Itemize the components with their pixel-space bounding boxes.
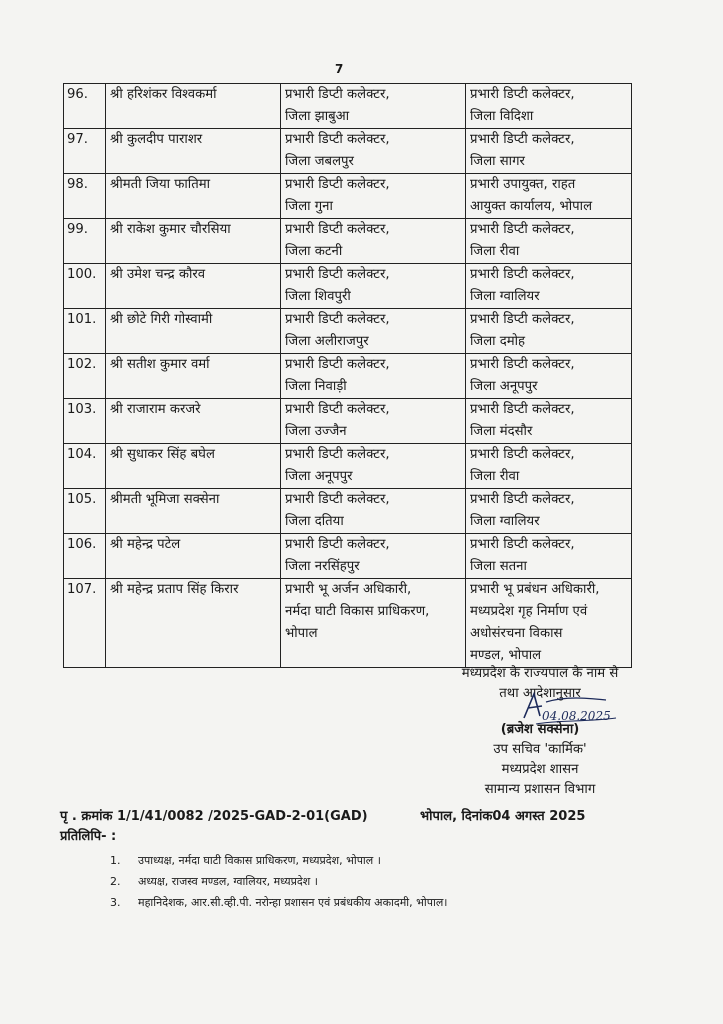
copy-list bbox=[110, 850, 447, 913]
officer-name-cell: श्री महेन्द्र प्रताप सिंह किरार bbox=[106, 579, 281, 668]
handwritten-signature bbox=[516, 690, 626, 730]
officer-name-cell: श्री महेन्द्र पटेल bbox=[106, 534, 281, 579]
current-posting-line: प्रभारी डिप्टी कलेक्टर, bbox=[285, 537, 390, 552]
current-posting-cell bbox=[281, 309, 466, 354]
serial-number-cell: 100. bbox=[64, 264, 106, 309]
new-posting-cell bbox=[466, 534, 632, 579]
table-row bbox=[64, 444, 632, 489]
current-posting-line: जिला शिवपुरी bbox=[285, 289, 351, 304]
new-posting-line: जिला सागर bbox=[470, 154, 525, 169]
new-posting-line: प्रभारी डिप्टी कलेक्टर, bbox=[470, 447, 575, 462]
current-posting-line: प्रभारी डिप्टी कलेक्टर, bbox=[285, 222, 390, 237]
new-posting-line: जिला रीवा bbox=[470, 244, 520, 259]
copy-to-label: प्रतिलिपि- : bbox=[60, 829, 117, 844]
current-posting-line: जिला अलीराजपुर bbox=[285, 334, 369, 349]
new-posting-cell bbox=[466, 84, 632, 129]
serial-number-cell: 98. bbox=[64, 174, 106, 219]
new-posting-line: प्रभारी डिप्टी कलेक्टर, bbox=[470, 132, 575, 147]
serial-number-cell: 106. bbox=[64, 534, 106, 579]
new-posting-cell bbox=[466, 579, 632, 668]
new-posting-line: प्रभारी डिप्टी कलेक्टर, bbox=[470, 402, 575, 417]
current-posting-cell bbox=[281, 354, 466, 399]
table-row bbox=[64, 579, 632, 668]
officer-name-cell: श्री राकेश कुमार चौरसिया bbox=[106, 219, 281, 264]
officer-name-cell: श्री सतीश कुमार वर्मा bbox=[106, 354, 281, 399]
current-posting-line: प्रभारी डिप्टी कलेक्टर, bbox=[285, 447, 390, 462]
current-posting-cell bbox=[281, 489, 466, 534]
table-row bbox=[64, 129, 632, 174]
order-date: भोपाल, दिनांक04 अगस्त 2025 bbox=[420, 809, 586, 824]
order-number: पृ . क्रमांक 1/1/41/0082 /2025-GAD-2-01(GAD) bbox=[60, 809, 368, 824]
authority-line-2: तथा आदेशानुसार bbox=[499, 686, 581, 701]
current-posting-cell bbox=[281, 579, 466, 668]
table-row bbox=[64, 219, 632, 264]
new-posting-line: जिला सतना bbox=[470, 559, 527, 574]
current-posting-cell bbox=[281, 84, 466, 129]
signature-date: 04.08.2025 bbox=[542, 709, 611, 723]
current-posting-cell bbox=[281, 219, 466, 264]
officer-name-cell: श्री सुधाकर सिंह बघेल bbox=[106, 444, 281, 489]
new-posting-line: प्रभारी डिप्टी कलेक्टर, bbox=[470, 492, 575, 507]
new-posting-cell bbox=[466, 309, 632, 354]
authority-line-1: मध्यप्रदेश के राज्यपाल के नाम से bbox=[461, 666, 619, 681]
serial-number-cell: 99. bbox=[64, 219, 106, 264]
new-posting-line: अधोसंरचना विकास bbox=[470, 626, 563, 641]
serial-number-cell: 104. bbox=[64, 444, 106, 489]
current-posting-line: प्रभारी डिप्टी कलेक्टर, bbox=[285, 177, 390, 192]
current-posting-cell bbox=[281, 174, 466, 219]
copy-item: 2. अध्यक्ष, राजस्व मण्डल, ग्वालियर, मध्यप्रदेश । bbox=[110, 875, 318, 888]
current-posting-line: जिला उज्जैन bbox=[285, 424, 347, 439]
table-row bbox=[64, 174, 632, 219]
new-posting-line: प्रभारी डिप्टी कलेक्टर, bbox=[470, 537, 575, 552]
table-row bbox=[64, 399, 632, 444]
new-posting-cell bbox=[466, 489, 632, 534]
current-posting-line: प्रभारी डिप्टी कलेक्टर, bbox=[285, 357, 390, 372]
current-posting-line: जिला गुना bbox=[285, 199, 333, 214]
transfer-table bbox=[63, 83, 632, 668]
new-posting-line: जिला ग्वालियर bbox=[470, 514, 540, 529]
officer-name-cell: श्री छोटे गिरी गोस्वामी bbox=[106, 309, 281, 354]
new-posting-cell bbox=[466, 174, 632, 219]
new-posting-line: मण्डल, भोपाल bbox=[470, 648, 542, 663]
new-posting-line: प्रभारी डिप्टी कलेक्टर, bbox=[470, 357, 575, 372]
table-row bbox=[64, 84, 632, 129]
officer-name-cell: श्री कुलदीप पाराशर bbox=[106, 129, 281, 174]
new-posting-cell bbox=[466, 219, 632, 264]
current-posting-cell bbox=[281, 129, 466, 174]
table-row bbox=[64, 489, 632, 534]
new-posting-line: प्रभारी डिप्टी कलेक्टर, bbox=[470, 267, 575, 282]
new-posting-line: जिला मंदसौर bbox=[470, 424, 533, 439]
new-posting-line: जिला रीवा bbox=[470, 469, 520, 484]
serial-number-cell: 103. bbox=[64, 399, 106, 444]
serial-number-cell: 96. bbox=[64, 84, 106, 129]
officer-name-cell: श्री हरिशंकर विश्वकर्मा bbox=[106, 84, 281, 129]
current-posting-line: प्रभारी भू अर्जन अधिकारी, bbox=[285, 582, 412, 597]
current-posting-line: प्रभारी डिप्टी कलेक्टर, bbox=[285, 312, 390, 327]
new-posting-line: मध्यप्रदेश गृह निर्माण एवं bbox=[470, 604, 588, 619]
current-posting-line: जिला अनूपपुर bbox=[285, 469, 353, 484]
new-posting-cell bbox=[466, 444, 632, 489]
table-row bbox=[64, 354, 632, 399]
copy-item: 3. महानिदेशक, आर.सी.व्ही.पी. नरोन्हा प्रशासन एवं प्रबंधकीय अकादमी, भोपाल। bbox=[110, 896, 448, 909]
current-posting-line: प्रभारी डिप्टी कलेक्टर, bbox=[285, 492, 390, 507]
officer-name-cell: श्री उमेश चन्द्र कौरव bbox=[106, 264, 281, 309]
current-posting-cell bbox=[281, 264, 466, 309]
new-posting-line: प्रभारी डिप्टी कलेक्टर, bbox=[470, 312, 575, 327]
current-posting-line: जिला कटनी bbox=[285, 244, 343, 259]
current-posting-cell bbox=[281, 399, 466, 444]
table-row bbox=[64, 534, 632, 579]
government-name: मध्यप्रदेश शासन bbox=[501, 762, 579, 777]
new-posting-line: प्रभारी भू प्रबंधन अधिकारी, bbox=[470, 582, 600, 597]
current-posting-line: जिला झाबुआ bbox=[285, 109, 350, 124]
page-number: 7 bbox=[335, 62, 344, 76]
current-posting-line: प्रभारी डिप्टी कलेक्टर, bbox=[285, 87, 390, 102]
signatory-designation: उप सचिव 'कार्मिक' bbox=[493, 742, 587, 757]
new-posting-cell bbox=[466, 399, 632, 444]
new-posting-line: जिला अनूपपुर bbox=[470, 379, 538, 394]
new-posting-cell bbox=[466, 264, 632, 309]
table-row bbox=[64, 264, 632, 309]
serial-number-cell: 107. bbox=[64, 579, 106, 668]
new-posting-line: प्रभारी डिप्टी कलेक्टर, bbox=[470, 87, 575, 102]
new-posting-line: प्रभारी उपायुक्त, राहत bbox=[470, 177, 576, 192]
current-posting-line: भोपाल bbox=[285, 626, 318, 641]
current-posting-line: प्रभारी डिप्टी कलेक्टर, bbox=[285, 267, 390, 282]
copy-item: 1. उपाध्यक्ष, नर्मदा घाटी विकास प्राधिकरण, मध्यप्रदेश, भोपाल । bbox=[110, 854, 381, 867]
officer-name-cell: श्रीमती भूमिजा सक्सेना bbox=[106, 489, 281, 534]
serial-number-cell: 105. bbox=[64, 489, 106, 534]
current-posting-line: नर्मदा घाटी विकास प्राधिकरण, bbox=[285, 604, 430, 619]
current-posting-cell bbox=[281, 444, 466, 489]
table-row bbox=[64, 309, 632, 354]
new-posting-line: जिला विदिशा bbox=[470, 109, 534, 124]
current-posting-line: प्रभारी डिप्टी कलेक्टर, bbox=[285, 132, 390, 147]
officer-name-cell: श्री राजाराम करजरे bbox=[106, 399, 281, 444]
department-name: सामान्य प्रशासन विभाग bbox=[484, 782, 596, 797]
current-posting-line: जिला नरसिंहपुर bbox=[285, 559, 360, 574]
current-posting-line: जिला निवाड़ी bbox=[285, 379, 347, 394]
new-posting-cell bbox=[466, 354, 632, 399]
serial-number-cell: 102. bbox=[64, 354, 106, 399]
transfer-table-body bbox=[64, 84, 632, 668]
current-posting-line: प्रभारी डिप्टी कलेक्टर, bbox=[285, 402, 390, 417]
current-posting-line: जिला दतिया bbox=[285, 514, 344, 529]
new-posting-line: प्रभारी डिप्टी कलेक्टर, bbox=[470, 222, 575, 237]
current-posting-line: जिला जबलपुर bbox=[285, 154, 354, 169]
signature-block bbox=[420, 664, 660, 800]
serial-number-cell: 97. bbox=[64, 129, 106, 174]
signatory-name: (ब्रजेश सक्सेना) bbox=[500, 722, 580, 737]
new-posting-cell bbox=[466, 129, 632, 174]
current-posting-cell bbox=[281, 534, 466, 579]
new-posting-line: आयुक्त कार्यालय, भोपाल bbox=[470, 199, 593, 214]
new-posting-line: जिला ग्वालियर bbox=[470, 289, 540, 304]
serial-number-cell: 101. bbox=[64, 309, 106, 354]
officer-name-cell: श्रीमती जिया फातिमा bbox=[106, 174, 281, 219]
new-posting-line: जिला दमोह bbox=[470, 334, 526, 349]
